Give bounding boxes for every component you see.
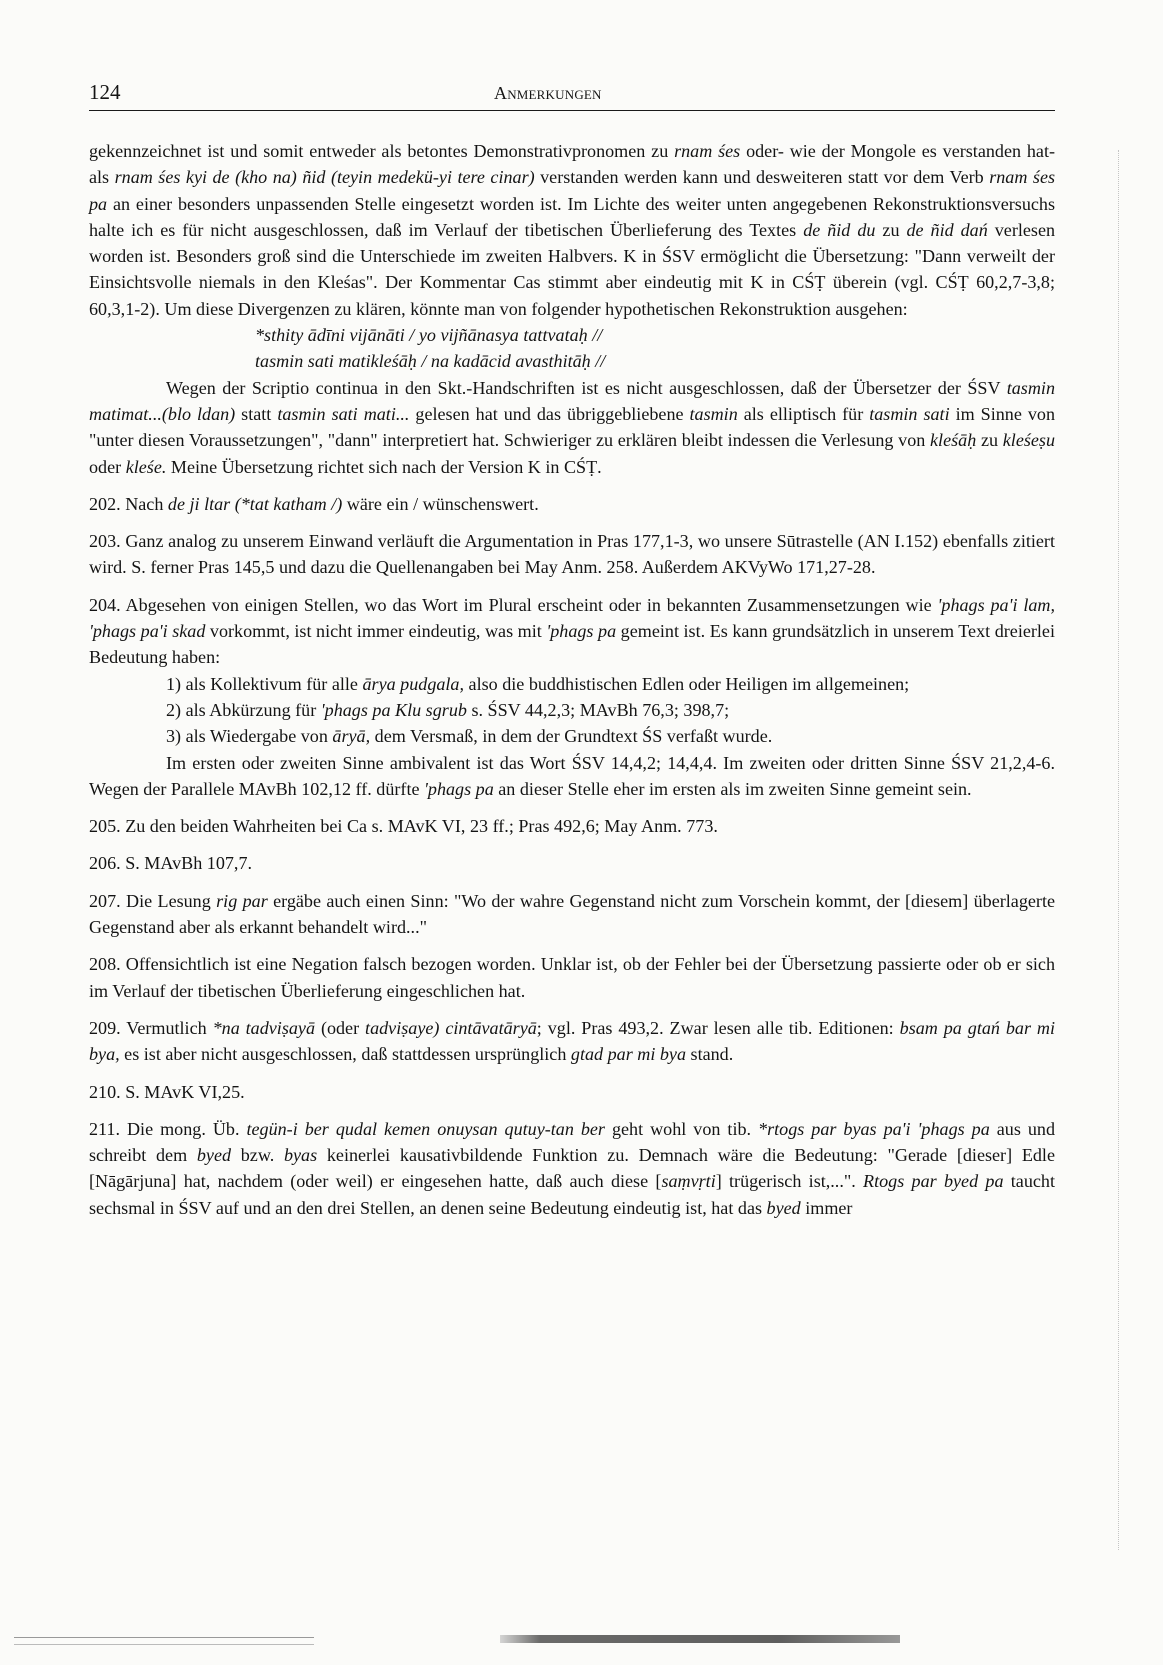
italic-term: *rtogs par byas pa'i 'phags pa (758, 1118, 990, 1139)
paragraph-continued: gekennzeichnet ist und somit entweder als betontes Demonstrativpronomen zu rnam śes oder- wie der Mongole es verstanden hat- als rnam śes kyi de (kho na) ñid (teyin medekü-yi tere cinar) verstanden werden kann und desweiteren statt vor dem Verb rnam śes pa an einer besonders unpassenden Stelle eingesetzt worden ist. Im Lichte des weiter unten angegebenen Rekonstruktionsversuchs halte ich es für nicht ausgeschlossen, daß im Verlauf der tibetischen Überlieferung des Textes de ñid du zu de ñid dań verlesen worden ist. Besonders groß sind die Unterschiede im zweiten Halbvers. K in ŚSV ermöglicht die Übersetzung: "Dann verweilt der Einsichtsvolle niemals in den Kleśas". Der Kommentar Cas stimmt aber eindeutig mit K in CŚṬ überein (vgl. CŚṬ 60,2,7-3,8; 60,3,1-2). Um diese Divergenzen zu klären, könnte man von folgender hypothetischen Rekonstruktion ausgehen: (89, 141, 1056, 319)
italic-term: tasmin sati mati... (277, 403, 410, 424)
page-number: 124 (89, 80, 121, 104)
italic-term: rig par (216, 890, 268, 911)
note-208: 208. Offensichtlich ist eine Negation falsch bezogen worden. Unklar ist, ob der Fehler bei der Übersetzung passierte oder ob er sich im Verlauf der tibetischen Überlieferung eingeschlichen hat. (89, 954, 1055, 1001)
note-211: 211. Die mong. Üb. tegün-i ber qudal kemen onuysan qutuy-tan ber geht wohl von tib. *rtogs par byas pa'i 'phags pa aus und schreibt dem byed bzw. byas keinerlei kausativbildende Funktion zu. Demnach wäre die Bedeutung: "Gerade [dieser] Edle [Nāgārjuna] hat, nachdem (oder weil) er eingesehen hatte, daß auch diese [saṃvṛti] trügerisch ist,...". Rtogs par byed pa taucht sechsmal in ŚSV auf und an den drei Stellen, an denen seine Bedeutung eindeutig ist, hat das byed immer (89, 1118, 1055, 1218)
italic-term: de ji ltar (*tat katham /) (167, 493, 343, 514)
verse-line-1: *sthity ādīni vijānāti / yo vijñānasya tattvataḥ // (255, 325, 603, 346)
italic-term: tadviṣaye) cintāvatāryā (365, 1017, 537, 1038)
note-204-item-3: 3) als Wiedergabe von āryā, dem Versmaß, in dem der Grundtext ŚS verfaßt wurde. (166, 726, 773, 747)
italic-term: tasmin sati (869, 403, 950, 424)
page-body (89, 138, 1055, 1221)
italic-term: byed (766, 1197, 801, 1218)
italic-term: gtad par mi bya (570, 1044, 686, 1065)
note-204-conclusion: Im ersten oder zweiten Sinne ambivalent ist das Wort ŚSV 14,4,2; 14,4,4. Im zweiten oder dritten Sinne ŚSV 21,2,4-6. Wegen der Parallele MAvBh 102,12 ff. dürfte 'phags pa an dieser Stelle eher im ersten als im zweiten Sinne gemeint sein. (89, 752, 1055, 799)
note-206: 206. S. MAvBh 107,7. (89, 853, 253, 874)
scan-bar-left (14, 1637, 314, 1645)
italic-term: *na tadviṣayā (212, 1017, 316, 1038)
italic-term: tegün-i ber qudal kemen onuysan qutuy-tan ber (246, 1118, 605, 1139)
italic-term: de ñid du (803, 219, 876, 240)
scan-margin-marks (1118, 150, 1123, 1550)
note-209: 209. Vermutlich *na tadviṣayā (oder tadviṣaye) cintāvatāryā; vgl. Pras 493,2. Zwar lesen alle tib. Editionen: bsam pa gtań bar mi bya, es ist aber nicht ausgeschlossen, daß stattdessen ursprünglich gtad par mi bya stand. (89, 1017, 1056, 1065)
italic-term: kleśāḥ (930, 430, 977, 451)
italic-term: tasmin matimat...(blo ldan) (89, 377, 1055, 424)
italic-term: 'phags pa'i lam, 'phags pa'i skad (89, 594, 1055, 642)
note-207: 207. Die Lesung rig par ergäbe auch einen Sinn: "Wo der wahre Gegenstand nicht zum Vorschein kommt, der [diesem] überlagerte Gegenstand aber als erkannt behandelt wird..." (89, 890, 1055, 938)
note-210: 210. S. MAvK VI,25. (89, 1081, 245, 1102)
scan-bar-middle (500, 1635, 900, 1643)
italic-term: 'phags pa (546, 621, 617, 642)
italic-term: kleśe. (125, 456, 167, 477)
italic-term: āryā, (332, 726, 371, 747)
scan-edge-artifact (0, 1633, 1163, 1647)
italic-term: rnam śes kyi de (kho na) ñid (teyin medekü-yi tere cinar) (114, 167, 535, 188)
running-head: Anmerkungen (494, 83, 602, 103)
italic-term: kleśeṣu (1002, 430, 1056, 451)
verse-line-2: tasmin sati matikleśāḥ / na kadācid avasthitāḥ // (255, 351, 606, 372)
note-202: 202. Nach de ji ltar (*tat katham /) wäre ein / wünschenswert. (89, 493, 539, 514)
italic-term: de ñid dań (906, 219, 988, 240)
page-header (89, 80, 1055, 111)
italic-term: 'phags pa (424, 778, 494, 799)
italic-term: rnam śes (674, 141, 741, 161)
italic-term: saṃvṛti (661, 1171, 716, 1192)
note-204: 204. Abgesehen von einigen Stellen, wo das Wort im Plural erscheint oder in bekannten Zusammensetzungen wie 'phags pa'i lam, 'phags pa'i skad vorkommt, ist nicht immer eindeutig, was mit 'phags pa gemeint ist. Es kann grundsätzlich in unserem Text dreierlei Bedeutung haben: (89, 594, 1055, 668)
note-204-item-1: 1) als Kollektivum für alle ārya pudgala, also die buddhistischen Edlen oder Heiligen im allgemeinen; (166, 673, 910, 694)
italic-term: ārya pudgala, (362, 673, 465, 694)
note-203: 203. Ganz analog zu unserem Einwand verläuft die Argumentation in Pras 177,1-3, wo unsere Sūtrastelle (AN I.152) ebenfalls zitiert wird. S. ferner Pras 145,5 und dazu die Quellenangaben bei May Anm. 258. Außerdem AKVyWo 171,27-28. (89, 531, 1055, 578)
italic-term: Rtogs par byed pa (863, 1171, 1004, 1192)
italic-term: byed (196, 1145, 232, 1166)
italic-term: byas (283, 1145, 318, 1166)
italic-term: tasmin (689, 403, 738, 424)
italic-term: bsam pa gtań bar mi bya, (89, 1017, 1056, 1065)
note-205: 205. Zu den beiden Wahrheiten bei Ca s. MAvK VI, 23 ff.; Pras 492,6; May Anm. 773. (89, 816, 718, 837)
italic-term: 'phags pa Klu sgrub (320, 699, 467, 720)
paragraph-after-verse: Wegen der Scriptio continua in den Skt.-Handschriften ist es nicht ausgeschlossen, daß der Übersetzer der ŚSV tasmin matimat...(blo ldan) statt tasmin sati mati... gelesen hat und das übriggebliebene tasmin als elliptisch für tasmin sati im Sinne von "unter diesen Voraussetzungen", "dann" interpretiert hat. Schwieriger zu erklären bleibt indessen die Verlesung von kleśāḥ zu kleśeṣu oder kleśe. Meine Übersetzung richtet sich nach der Version K in CŚṬ. (89, 377, 1056, 477)
italic-term: rnam śes pa (89, 167, 1056, 214)
note-204-item-2: 2) als Abkürzung für 'phags pa Klu sgrub s. ŚSV 44,2,3; MAvBh 76,3; 398,7; (166, 699, 730, 720)
